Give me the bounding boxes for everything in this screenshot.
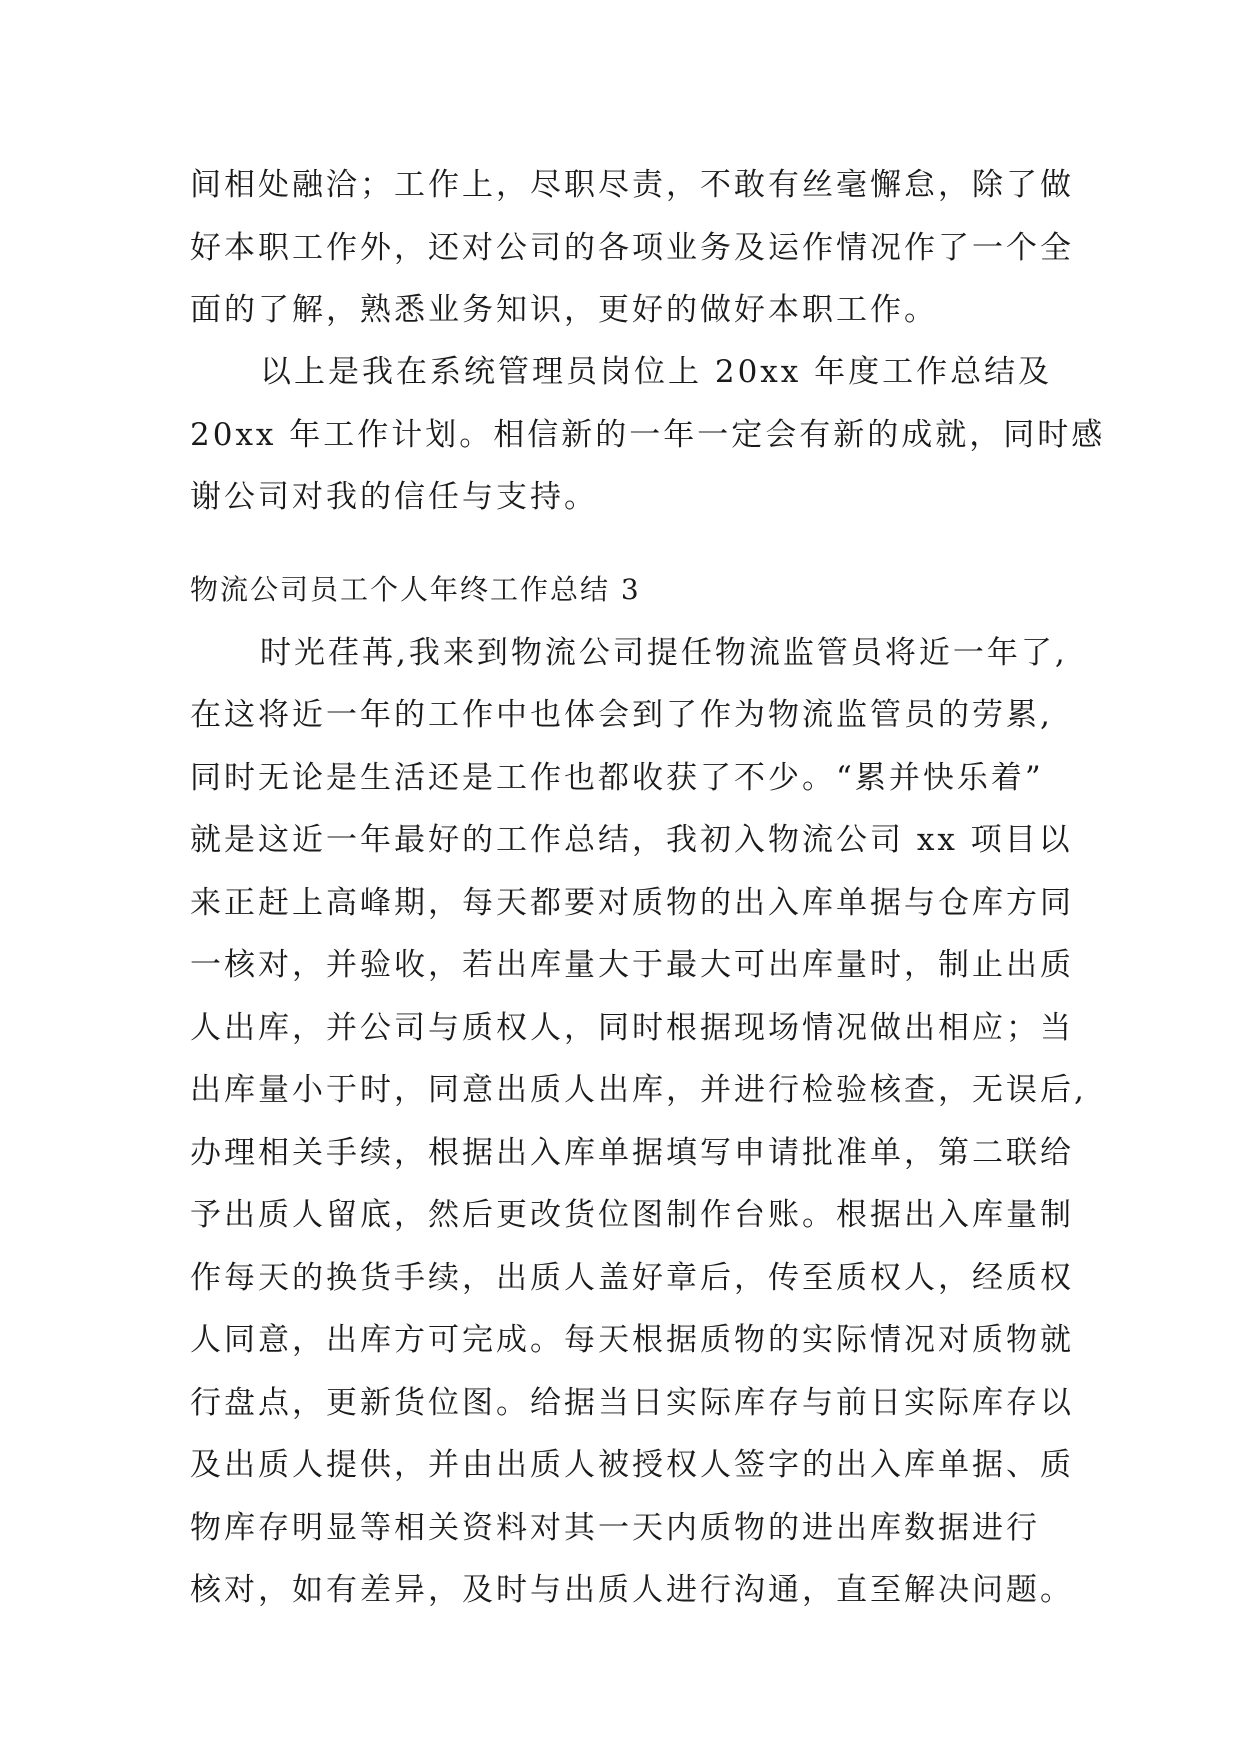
paragraph-line: 就是这近一年最好的工作总结，我初入物流公司 xx 项目以 [190,822,1073,858]
paragraph-line: 在这将近一年的工作中也体会到了作为物流监管员的劳累, [190,697,1053,733]
paragraph-line: 同时无论是生活还是工作也都收获了不少。“累并快乐着” [190,759,1044,796]
paragraph-line: 行盘点，更新货位图。给据当日实际库存与前日实际库存以 [190,1384,1074,1421]
paragraph-line: 办理相关手续，根据出入库单据填写申请批准单，第二联给 [190,1134,1074,1171]
paragraph-line: 核对，如有差异，及时与出质人进行沟通，直至解决问题。 [190,1572,1074,1608]
paragraph-line: 人出库，并公司与质权人，同时根据现场情况做出相应；当 [190,1009,1074,1046]
paragraph-line: 予出质人留底，然后更改货位图制作台账。根据出入库量制 [190,1197,1074,1233]
paragraph-line: 谢公司对我的信任与支持。 [190,479,598,515]
paragraph-line: 好本职工作外，还对公司的各项业务及运作情况作了一个全 [190,229,1074,266]
paragraph-line: 人同意，出库方可完成。每天根据质物的实际情况对质物就 [190,1322,1074,1358]
paragraph-line: 面的了解，熟悉业务知识，更好的做好本职工作。 [190,292,938,328]
paragraph-line: 及出质人提供，并由出质人被授权人签字的出入库单据、质 [190,1447,1074,1483]
paragraph-line: 20xx 年工作计划。相信新的一年一定会有新的成就，同时感 [190,416,1106,453]
section-title: 物流公司员工个人年终工作总结 3 [190,573,641,606]
paragraph-line: 来正赶上高峰期，每天都要对质物的出入库单据与仓库方同 [190,884,1074,921]
closing-paragraph [190,341,1106,529]
continuation-paragraph [190,154,1074,342]
section-3 [190,559,1087,1622]
paragraph-line: 间相处融洽；工作上，尽职尽责，不敢有丝毫懈怠，除了做 [190,167,1074,203]
paragraph-line: 出库量小于时，同意出质人出库，并进行检验核查，无误后, [190,1072,1087,1108]
paragraph-line: 时光荏苒,我来到物流公司提任物流监管员将近一年了, [260,634,1068,671]
paragraph-line: 作每天的换货手续，出质人盖好章后，传至质权人，经质权 [190,1259,1074,1296]
paragraph-line: 物库存明显等相关资料对其一天内质物的进出库数据进行 [190,1509,1040,1546]
paragraph-line: 一核对，并验收，若出库量大于最大可出库量时，制止出质 [190,947,1074,983]
paragraph-line: 以上是我在系统管理员岗位上 20xx 年度工作总结及 [260,354,1053,390]
